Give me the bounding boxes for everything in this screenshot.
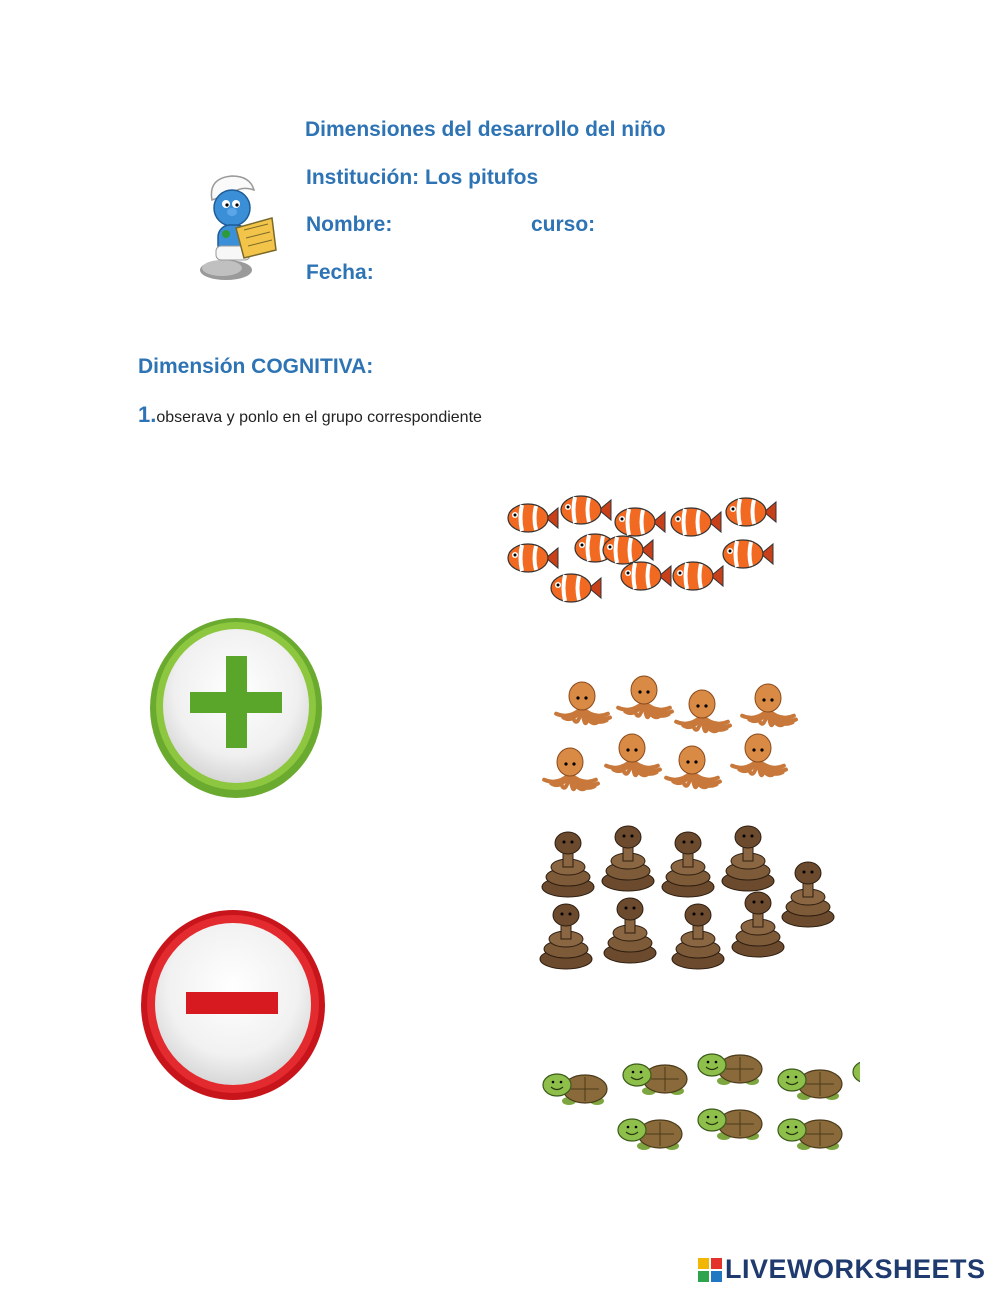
octopus-image xyxy=(618,676,672,717)
liveworksheets-logo-icon xyxy=(698,1258,722,1282)
snake-group[interactable] xyxy=(538,825,838,985)
instruction-text: obserava y ponlo en el grupo correspondiente xyxy=(156,409,482,426)
course-label: curso: xyxy=(531,213,596,236)
snake-image xyxy=(542,832,594,897)
turtle-image xyxy=(853,1061,860,1092)
snake-image xyxy=(782,862,834,927)
instruction xyxy=(138,402,482,428)
clownfish-image xyxy=(671,508,721,536)
octopus-image xyxy=(544,748,598,789)
snake-image xyxy=(722,826,774,891)
snake-image xyxy=(602,826,654,891)
clownfish-image xyxy=(551,574,601,602)
turtle-image xyxy=(618,1119,682,1150)
turtle-image xyxy=(698,1109,762,1140)
plus-icon[interactable] xyxy=(144,612,328,802)
turtle-image xyxy=(778,1119,842,1150)
turtle-image xyxy=(543,1074,607,1105)
turtle-image xyxy=(698,1054,762,1085)
liveworksheets-logo xyxy=(698,1254,986,1285)
liveworksheets-brand: LIVEWORKSHEETS xyxy=(725,1254,986,1284)
clownfish-image xyxy=(508,544,558,572)
clownfish-group[interactable] xyxy=(503,490,793,630)
clownfish-image xyxy=(508,504,558,532)
clownfish-image xyxy=(615,508,665,536)
clownfish-image xyxy=(561,496,611,524)
name-label: Nombre: xyxy=(306,213,393,236)
octopus-image xyxy=(556,682,610,723)
clownfish-image xyxy=(621,562,671,590)
clownfish-image xyxy=(673,562,723,590)
octopus-image xyxy=(606,734,660,775)
snake-image xyxy=(540,904,592,969)
snake-image xyxy=(604,898,656,963)
turtle-group[interactable] xyxy=(540,1042,860,1167)
minus-icon[interactable] xyxy=(138,908,328,1102)
clownfish-image xyxy=(723,540,773,568)
octopus-group[interactable] xyxy=(540,672,800,797)
snake-image xyxy=(732,892,784,957)
turtle-image xyxy=(623,1064,687,1095)
clownfish-image xyxy=(726,498,776,526)
institution-label: Institución: Los pitufos xyxy=(306,166,539,189)
date-label: Fecha: xyxy=(306,261,374,284)
octopus-image xyxy=(732,734,786,775)
turtle-image xyxy=(778,1069,842,1100)
octopus-image xyxy=(666,746,720,787)
snake-image xyxy=(672,904,724,969)
octopus-image xyxy=(742,684,796,725)
snake-image xyxy=(662,832,714,897)
section-title: Dimensión COGNITIVA: xyxy=(138,355,374,378)
instruction-number: 1. xyxy=(138,402,157,427)
smurf-illustration xyxy=(192,170,288,285)
clownfish-image xyxy=(603,536,653,564)
octopus-image xyxy=(676,690,730,731)
worksheet-title: Dimensiones del desarrollo del niño xyxy=(305,118,666,141)
